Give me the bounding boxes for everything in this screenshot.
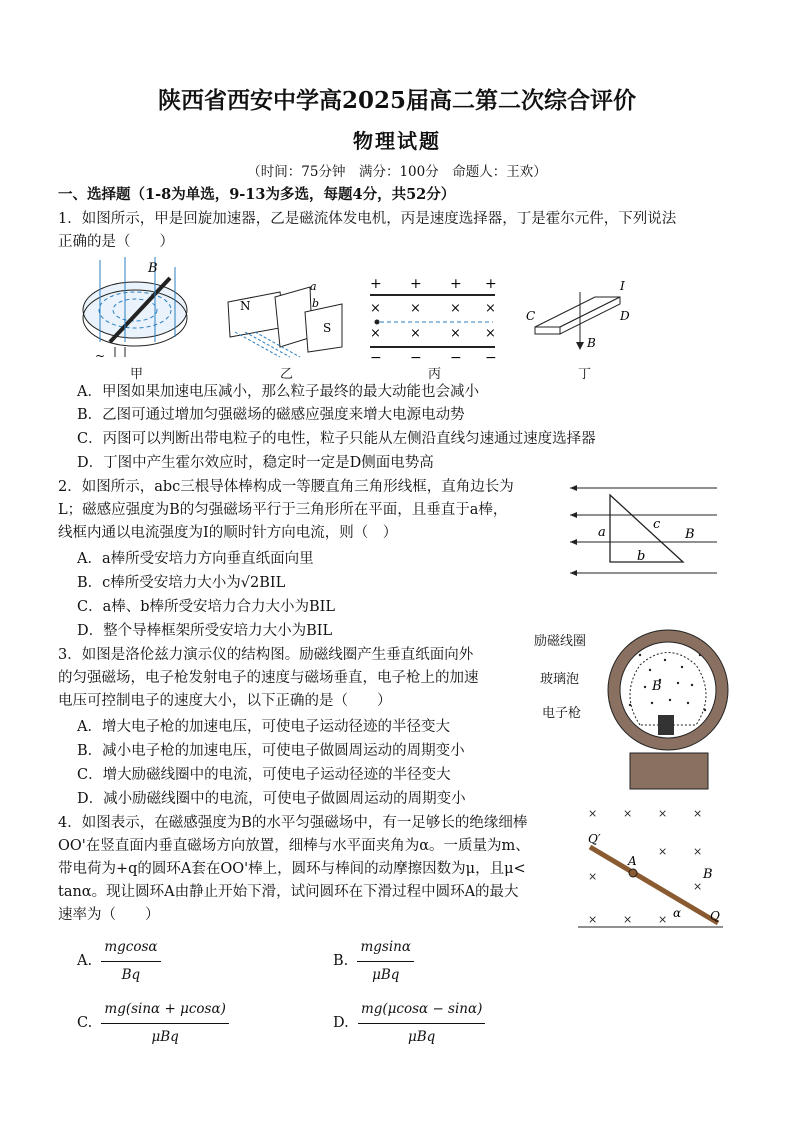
q1-stem-line1: 1．如图所示，甲是回旋加速器，乙是磁流体发电机，丙是速度选择器，丁是霍尔元件，下列说法 (58, 211, 677, 227)
svg-text:×: × (658, 913, 668, 926)
svg-text:×: × (658, 845, 668, 858)
svg-text:B: B (685, 527, 695, 542)
svg-text:I: I (620, 279, 625, 293)
svg-text:B: B (148, 261, 158, 276)
q3-gun-label: 电子枪 (542, 706, 582, 721)
q1-option-c: C．丙图可以判断出带电粒子的电性，粒子只能从左侧沿直线匀速通过速度选择器 (77, 431, 596, 447)
fig-label-jia: 甲 (130, 367, 144, 382)
svg-text:+: + (370, 276, 382, 292)
svg-text:×: × (588, 870, 598, 883)
section-heading: 一、选择题（1-8为单选，9-13为多选，每题4分，共52分） (58, 186, 456, 203)
q4-option-c-label: C. (77, 1014, 93, 1031)
svg-text:×: × (623, 913, 633, 926)
svg-text:Q′: Q′ (588, 832, 601, 846)
q2-stem-line2: L；磁感应强度为B的匀强磁场平行于三角形所在平面，且垂直于a棒， (58, 502, 508, 518)
svg-text:S: S (323, 321, 332, 335)
q3-lorentz-demonstrator-figure (600, 625, 735, 795)
q4-option-d-fraction: $\frac{mg(\mu\cos\alpha - \sin\alpha)}{\text{μBq}}$ (358, 998, 485, 1049)
fig-label-bing: 丙 (428, 367, 442, 382)
q2-option-d: D．整个导棒框架所受安培力大小为BIL (77, 623, 333, 639)
cyclotron-figure (83, 257, 187, 363)
q4-option-d (333, 1002, 485, 1044)
q3-stem-line1: 3．如图是洛伦兹力演示仪的结构图。励磁线圈产生垂直纸面向外 (58, 647, 474, 663)
svg-text:B: B (703, 867, 713, 882)
svg-text:Q: Q (710, 909, 720, 923)
q1-option-d: D．丁图中产生霍尔效应时，稳定时一定是D侧面电势高 (77, 455, 434, 471)
svg-text:×: × (658, 807, 668, 820)
svg-text:b: b (312, 297, 320, 310)
q1-figures (80, 252, 680, 377)
q3-stem-line3: 电压可控制电子的速度大小，以下正确的是（ ） (58, 693, 392, 709)
q4-option-b-label: B. (333, 952, 349, 969)
svg-text:a: a (310, 280, 317, 293)
svg-text:×: × (693, 845, 703, 858)
q4-option-a-label: A. (77, 952, 93, 969)
exam-meta: （时间：75分钟 满分：100分 命题人：王欢） (247, 164, 547, 180)
svg-text:×: × (410, 326, 421, 341)
q2-triangle-figure (565, 480, 725, 585)
q4-stem-line5: 速率为（ ） (58, 907, 160, 923)
q2-stem-line3: 线框内通以电流强度为I的顺时针方向电流，则（ ） (58, 525, 398, 541)
svg-text:a: a (598, 525, 606, 540)
svg-text:×: × (623, 807, 633, 820)
svg-text:×: × (450, 326, 461, 341)
q3-option-c: C．增大励磁线圈中的电流，可使电子运动径迹的半径变大 (77, 767, 451, 783)
q3-option-d: D．减小励磁线圈中的电流，可使电子做圆周运动的周期变小 (77, 791, 466, 807)
q2-option-a: A．a棒所受安培力方向垂直纸面向里 (77, 551, 314, 567)
q3-field-label: B (652, 679, 662, 694)
svg-text:+: + (450, 276, 462, 292)
svg-text:×: × (410, 301, 421, 316)
q2-option-c: C．a棒、b棒所受安培力合力大小为BIL (77, 599, 336, 615)
q1-stem-line2: 正确的是（ ） (58, 234, 174, 250)
q4-stem-line1: 4．如图表示，在磁感强度为B的水平匀强磁场中，有一足够长的绝缘细棒 (58, 815, 528, 831)
svg-text:×: × (370, 326, 381, 341)
q4-option-b (333, 940, 414, 982)
svg-text:b: b (637, 549, 646, 564)
svg-text:×: × (485, 326, 496, 341)
fig-label-yi: 乙 (280, 367, 294, 382)
svg-text:+: + (485, 276, 497, 292)
q4-option-c-fraction: $\frac{mg(\sin\alpha + \mu\cos\alpha)}{\text{μBq}}$ (101, 998, 228, 1049)
q3-stem-line2: 的匀强磁场，电子枪发射电子的速度与磁场垂直，电子枪上的加速 (58, 670, 479, 686)
page-title: 陕西省西安中学高2025届高二第二次综合评价 (157, 87, 636, 114)
velocity-selector-figure (370, 276, 497, 366)
q4-stem-line2: OO'在竖直面内垂直磁场方向放置，细棒与水平面夹角为α。一质量为m、 (58, 838, 530, 854)
q1-option-a: A．甲图如果加速电压减小，那么粒子最终的最大动能也会减小 (77, 384, 479, 400)
svg-text:B: B (587, 336, 596, 350)
q4-option-b-fraction: $\frac{mgsin\alpha}{\text{μBq}}$ (357, 936, 414, 987)
q2-stem-line1: 2．如图所示，abc三根导体棒构成一等腰直角三角形线框，直角边长为 (58, 479, 514, 495)
svg-text:−: − (410, 350, 422, 366)
hall-element-figure (526, 279, 630, 350)
svg-text:α: α (673, 906, 682, 920)
q4-incline-figure (578, 805, 728, 935)
svg-text:×: × (450, 301, 461, 316)
svg-text:A: A (628, 854, 637, 868)
mhd-generator-figure (228, 280, 342, 357)
q3-option-b: B．减小电子枪的加速电压，可使电子做圆周运动的周期变小 (77, 743, 465, 759)
svg-text:D: D (620, 309, 630, 323)
q4-stem-line4: tanα。现让圆环A由静止开始下滑，试问圆环在下滑过程中圆环A的最大 (58, 884, 519, 900)
svg-text:−: − (370, 350, 382, 366)
svg-text:N: N (240, 299, 251, 313)
q1-option-b: B．乙图可通过增加匀强磁场的磁感应强度来增大电源电动势 (77, 407, 465, 423)
svg-text:×: × (485, 301, 496, 316)
q4-option-a (77, 940, 161, 982)
svg-text:C: C (526, 309, 536, 323)
fig-label-ding: 丁 (578, 367, 592, 382)
svg-text:×: × (693, 807, 703, 820)
q3-option-a: A．增大电子枪的加速电压，可使电子运动径迹的半径变大 (77, 719, 450, 735)
page-subtitle: 物理试题 (353, 129, 441, 153)
svg-text:×: × (370, 301, 381, 316)
q3-coil-label: 励磁线圈 (534, 634, 587, 649)
q3-bulb-label: 玻璃泡 (540, 672, 580, 687)
q2-option-b: B．c棒所受安培力大小为√2BIL (77, 575, 286, 591)
svg-text:−: − (450, 350, 462, 366)
svg-text:×: × (588, 807, 598, 820)
svg-text:×: × (588, 913, 598, 926)
svg-text:−: − (485, 350, 497, 366)
q4-stem-line3: 带电荷为+q的圆环A套在OO'棒上，圆环与棒间的动摩擦因数为μ，且μ< (58, 861, 526, 877)
svg-text:~: ~ (95, 349, 106, 363)
q4-option-a-fraction: $\frac{mgcos\alpha}{Bq}$ (101, 936, 160, 987)
svg-text:c: c (653, 517, 661, 532)
q4-option-d-label: D. (333, 1014, 349, 1031)
svg-text:×: × (693, 880, 703, 893)
svg-text:+: + (410, 276, 422, 292)
q4-option-c (77, 1002, 229, 1044)
